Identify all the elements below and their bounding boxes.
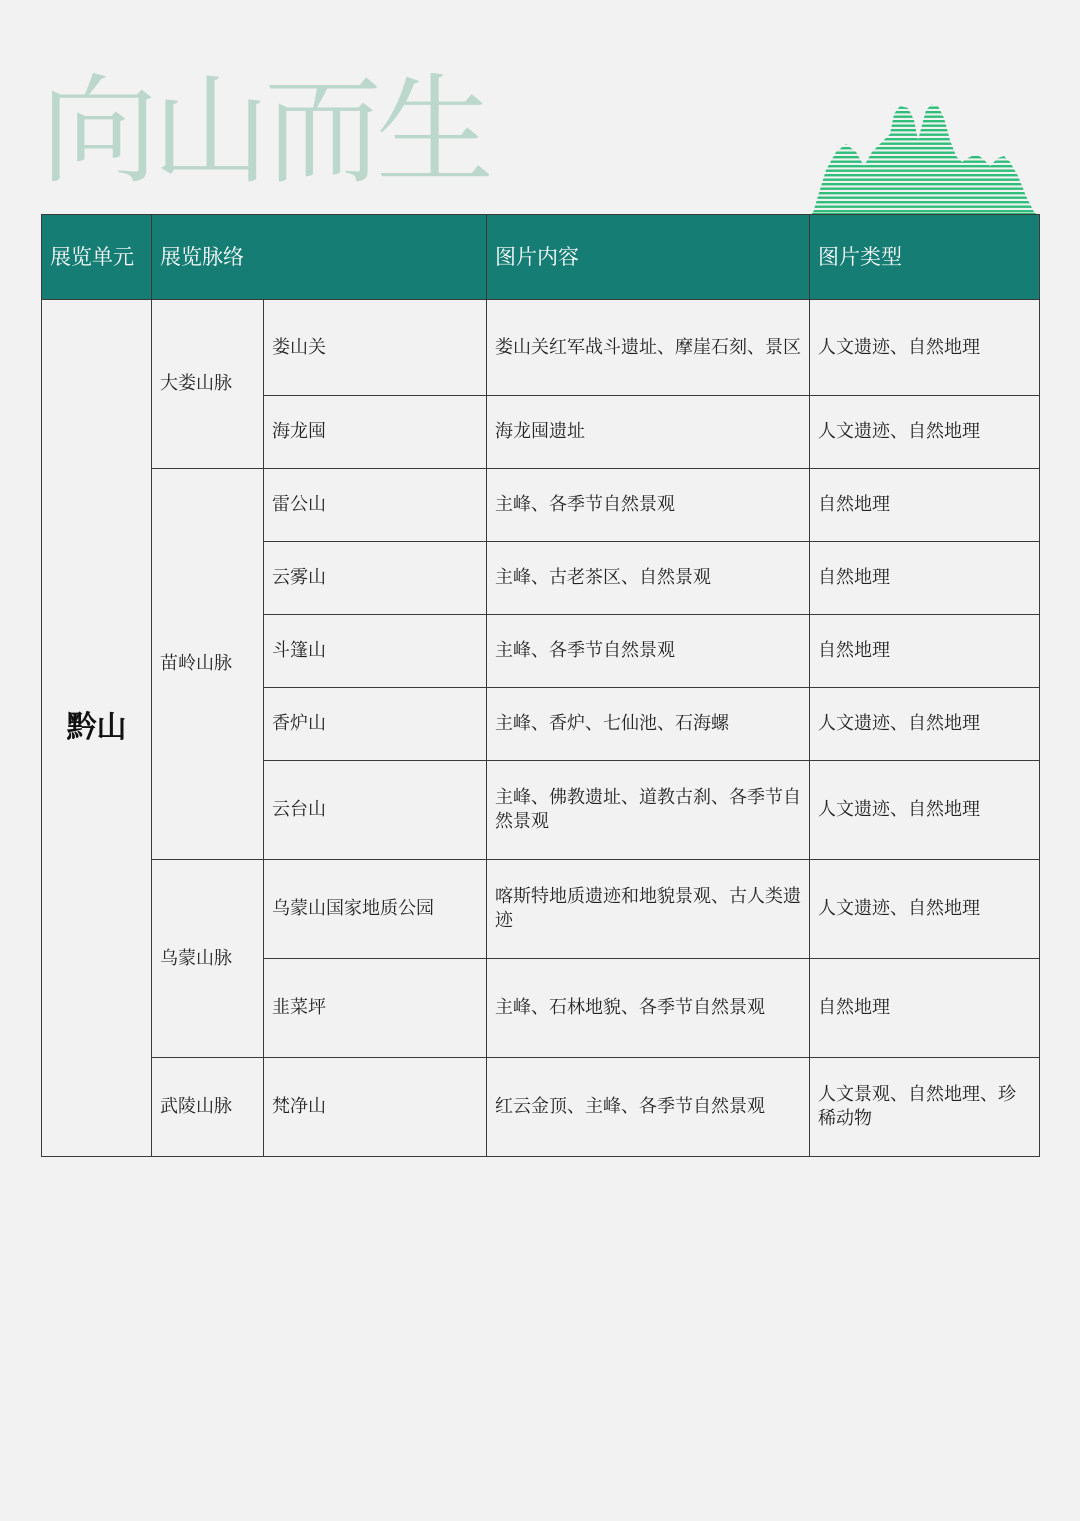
exhibition-table	[41, 214, 1040, 1157]
picture-content-cell: 主峰、各季节自然景观	[487, 615, 810, 688]
picture-type-cell: 人文遗迹、自然地理	[810, 300, 1040, 396]
mountain-range-cell: 乌蒙山脉	[152, 860, 264, 1058]
picture-type-cell: 人文遗迹、自然地理	[810, 860, 1040, 959]
mountain-name-cell: 香炉山	[264, 688, 487, 761]
mountain-range-cell: 大娄山脉	[152, 300, 264, 469]
page-title: 向山而生	[40, 62, 489, 200]
mountain-name-cell: 云雾山	[264, 542, 487, 615]
header-type: 图片类型	[810, 215, 1040, 300]
mountain-name-cell: 云台山	[264, 761, 487, 860]
exhibition-unit-cell: 黔山	[42, 300, 152, 1157]
picture-content-cell: 娄山关红军战斗遗址、摩崖石刻、景区	[487, 300, 810, 396]
header-content: 图片内容	[487, 215, 810, 300]
table-row	[42, 1058, 1040, 1157]
header-unit: 展览单元	[42, 215, 152, 300]
mountain-name-cell: 斗篷山	[264, 615, 487, 688]
table-row	[42, 860, 1040, 959]
table-header-row	[42, 215, 1040, 300]
mountain-range-cell: 苗岭山脉	[152, 469, 264, 860]
picture-content-cell: 主峰、石林地貌、各季节自然景观	[487, 959, 810, 1058]
header-context: 展览脉络	[152, 215, 487, 300]
picture-type-cell: 自然地理	[810, 469, 1040, 542]
picture-content-cell: 红云金顶、主峰、各季节自然景观	[487, 1058, 810, 1157]
picture-type-cell: 自然地理	[810, 959, 1040, 1058]
mountain-name-cell: 娄山关	[264, 300, 487, 396]
picture-content-cell: 喀斯特地质遗迹和地貌景观、古人类遗迹	[487, 860, 810, 959]
mountain-icon	[812, 100, 1036, 216]
picture-content-cell: 主峰、佛教遗址、道教古刹、各季节自然景观	[487, 761, 810, 860]
picture-type-cell: 人文遗迹、自然地理	[810, 688, 1040, 761]
mountain-name-cell: 雷公山	[264, 469, 487, 542]
table-row	[42, 300, 1040, 396]
picture-type-cell: 人文遗迹、自然地理	[810, 761, 1040, 860]
picture-type-cell: 人文遗迹、自然地理	[810, 396, 1040, 469]
picture-content-cell: 主峰、各季节自然景观	[487, 469, 810, 542]
picture-content-cell: 主峰、香炉、七仙池、石海螺	[487, 688, 810, 761]
table-row	[42, 469, 1040, 542]
mountain-range-cell: 武陵山脉	[152, 1058, 264, 1157]
mountain-name-cell: 乌蒙山国家地质公园	[264, 860, 487, 959]
mountain-name-cell: 韭菜坪	[264, 959, 487, 1058]
picture-type-cell: 人文景观、自然地理、珍稀动物	[810, 1058, 1040, 1157]
mountain-name-cell: 梵净山	[264, 1058, 487, 1157]
picture-type-cell: 自然地理	[810, 615, 1040, 688]
picture-content-cell: 海龙囤遗址	[487, 396, 810, 469]
picture-content-cell: 主峰、古老茶区、自然景观	[487, 542, 810, 615]
picture-type-cell: 自然地理	[810, 542, 1040, 615]
mountain-name-cell: 海龙囤	[264, 396, 487, 469]
